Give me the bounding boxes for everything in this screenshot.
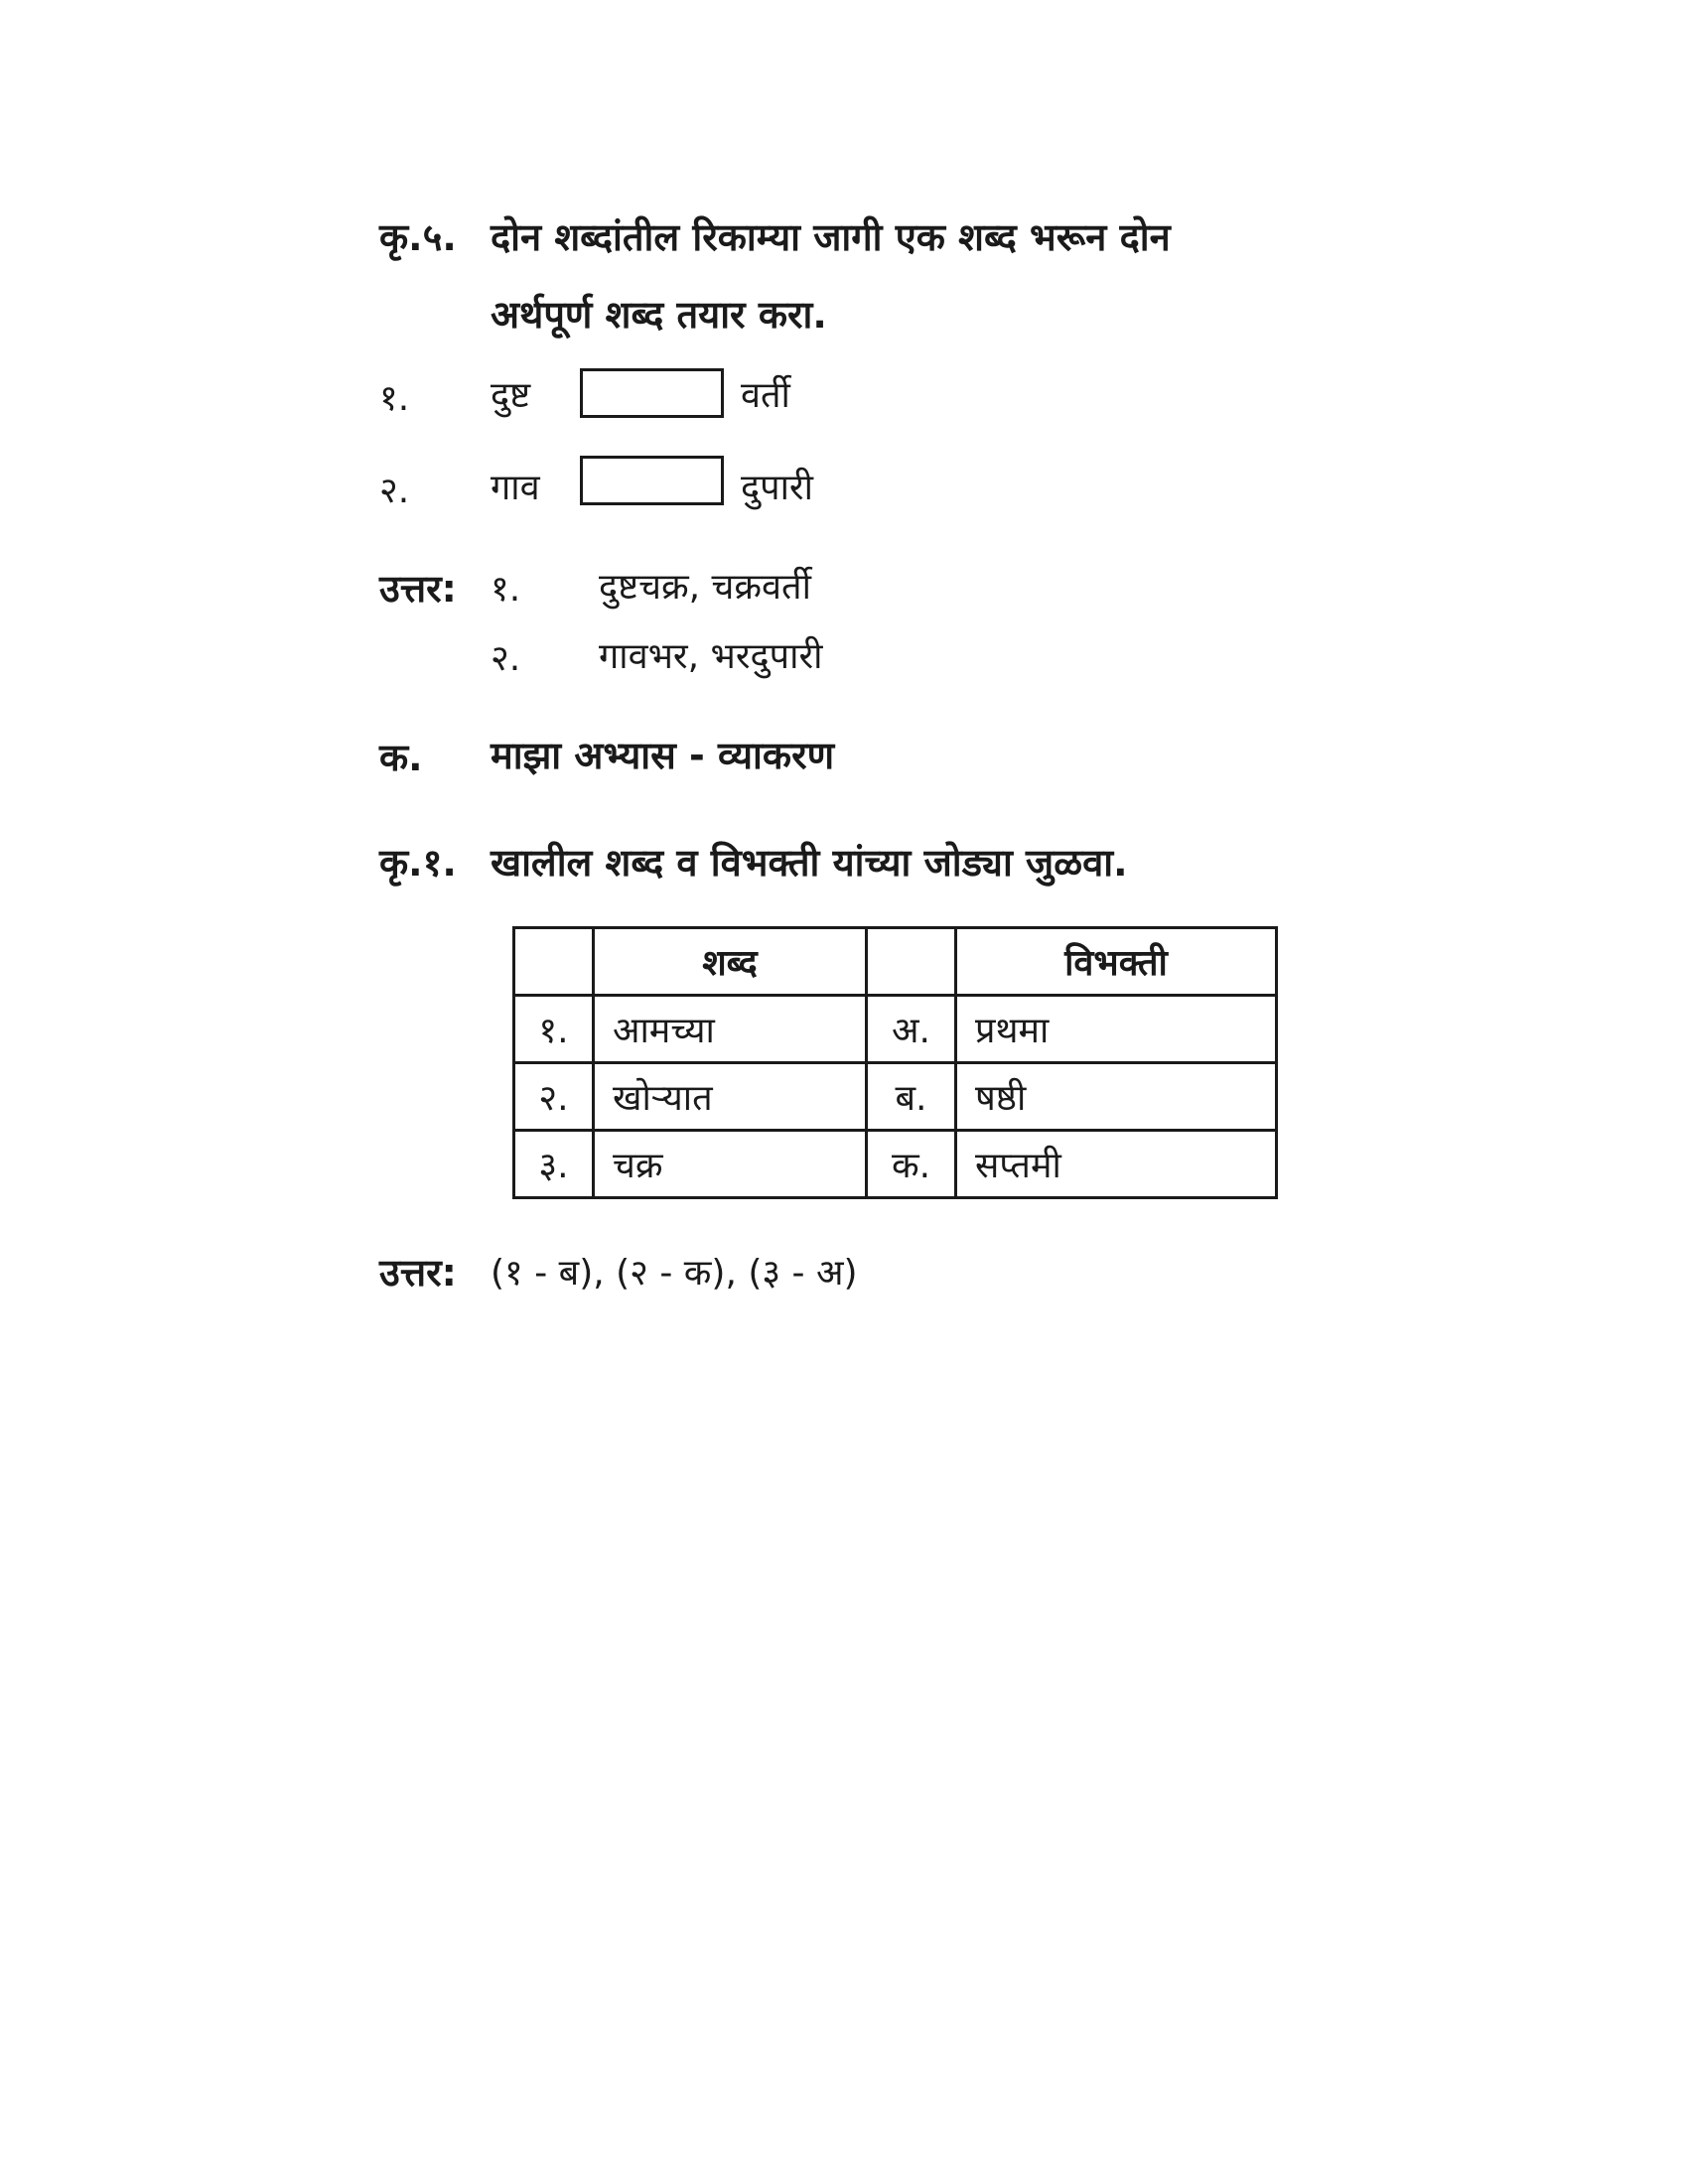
- q5-answer-label: उत्तर:: [379, 567, 457, 611]
- q5-number: कृ.५.: [379, 215, 457, 259]
- table-cell: अ.: [867, 996, 956, 1063]
- table-header-cell: [514, 928, 594, 996]
- table-cell: ३.: [514, 1131, 594, 1198]
- table-header-cell: शब्द: [594, 928, 867, 996]
- table-cell: चक्र: [594, 1131, 867, 1198]
- q1-number: कृ.१.: [379, 841, 457, 885]
- q1-instruction: खालील शब्द व विभक्ती यांच्या जोड्या जुळवा.: [491, 841, 1128, 885]
- table-header-row: [514, 928, 1277, 996]
- table-cell: सप्तमी: [956, 1131, 1277, 1198]
- section-letter: क.: [379, 736, 423, 779]
- table-cell: क.: [867, 1131, 956, 1198]
- table-cell: आमच्या: [594, 996, 867, 1063]
- table-row: [514, 996, 1277, 1063]
- table-cell: २.: [514, 1063, 594, 1131]
- q5-item1-blank-box: [580, 368, 724, 418]
- table-header-cell: विभक्ती: [956, 928, 1277, 996]
- table-row: [514, 1063, 1277, 1131]
- table-cell: १.: [514, 996, 594, 1063]
- q5-item2-right-word: दुपारी: [741, 468, 813, 508]
- matching-table: [512, 926, 1278, 1199]
- table-cell: ब.: [867, 1063, 956, 1131]
- table-cell: षष्ठी: [956, 1063, 1277, 1131]
- q5-instruction-line1: दोन शब्दांतील रिकाम्या जागी एक शब्द भरून दोन: [491, 215, 1171, 259]
- q1-answer-text: (१ - ब), (२ - क), (३ - अ): [491, 1253, 858, 1294]
- table-row: [514, 1131, 1277, 1198]
- q5-item2-number: २.: [379, 471, 410, 511]
- table-cell: खोऱ्यात: [594, 1063, 867, 1131]
- q5-item2-blank-box: [580, 456, 724, 505]
- q5-answer2-text: गावभर, भरदुपारी: [599, 636, 823, 677]
- q1-answer-label: उत्तर:: [379, 1251, 457, 1295]
- q5-answer1-text: दुष्टचक्र, चक्रवर्ती: [599, 567, 811, 608]
- section-title: माझा अभ्यास - व्याकरण: [491, 734, 835, 777]
- q5-instruction-line2: अर्थपूर्ण शब्द तयार करा.: [491, 293, 827, 337]
- q5-item1-right-word: वर्ती: [741, 375, 790, 416]
- table-header-cell: [867, 928, 956, 996]
- q5-answer2-number: २.: [491, 638, 521, 679]
- q5-answer1-number: १.: [491, 569, 521, 610]
- table-cell: प्रथमा: [956, 996, 1277, 1063]
- q5-item2-left-word: गाव: [491, 468, 540, 508]
- q5-item1-number: १.: [379, 378, 410, 419]
- q5-item1-left-word: दुष्ट: [491, 375, 531, 416]
